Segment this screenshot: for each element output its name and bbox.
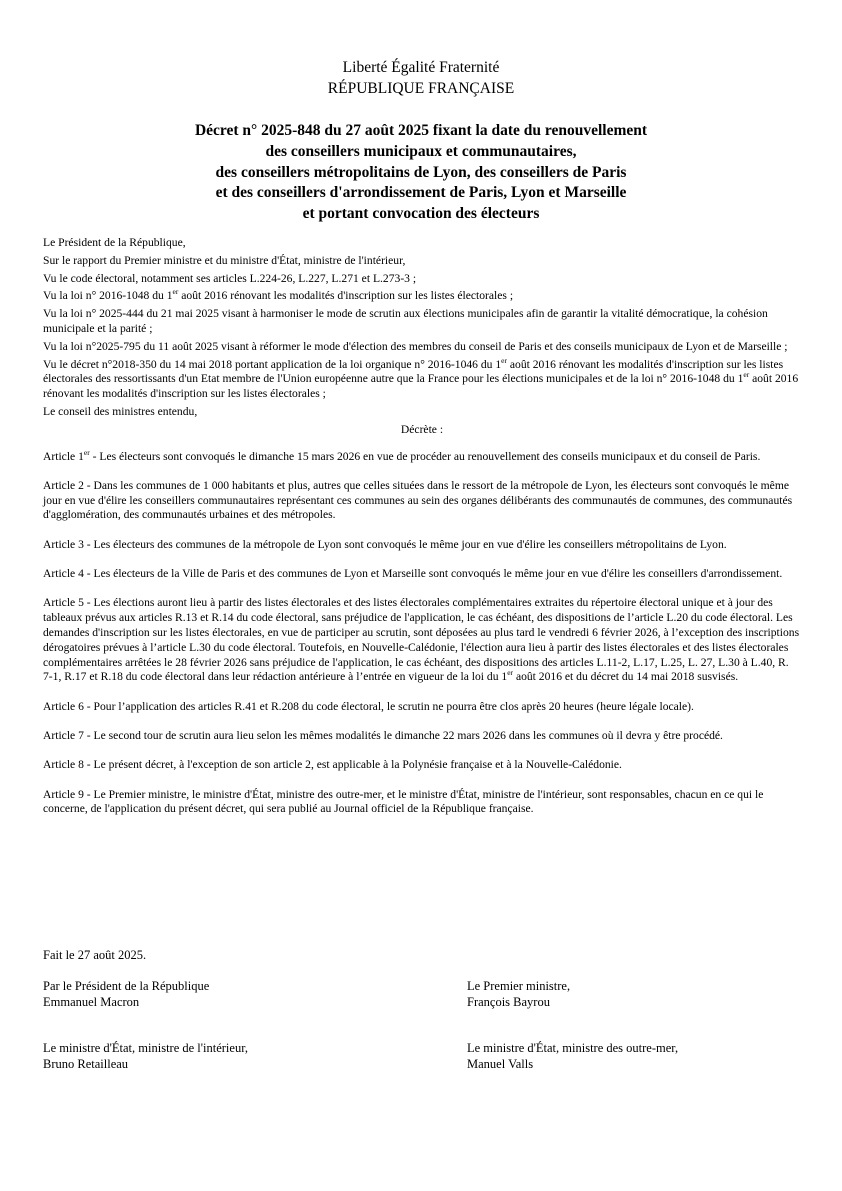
republic-motto: Liberté Égalité Fraternité <box>342 59 500 76</box>
text-segment: août 2016 et du décret du 14 mai 2018 susvisés. <box>513 670 739 684</box>
text-segment: août 2016 rénovant les modalités d'inscription sur les listes électorales des ressortissants d'un Etat membre de l'Union européenne autre que la France pour les élections municipales et de la loi n° 2016-1048 du 1 <box>43 357 784 386</box>
text-segment: Article 1 <box>43 449 84 463</box>
superscript: er <box>83 447 90 457</box>
article-3: Article 3 - Les électeurs des communes de la métropole de Lyon sont convoqués le même jour en vue d'élire les conseillers métropolitains de Lyon. <box>43 537 727 551</box>
title-line: et des conseillers d'arrondissement de Paris, Lyon et Marseille <box>215 184 627 202</box>
preamble-decret-2018 <box>43 355 801 402</box>
preamble-loi-2025-795: Vu la loi n°2025-795 du 11 août 2025 visant à réformer le mode d'élection des membres du conseil de Paris et des conseils municipaux de Lyon et de Marseille ; <box>43 339 788 353</box>
title-line: Décret n° 2025-848 du 27 août 2025 fixant la date du renouvellement <box>194 122 648 139</box>
superscript: er <box>743 370 750 380</box>
signature-role: Le ministre d'État, ministre de l'intérieur, <box>43 1041 248 1055</box>
text-segment: août 2016 rénovant les modalités d'inscription sur les listes électorales ; <box>178 289 514 303</box>
title-line: et portant convocation des électeurs <box>302 205 540 223</box>
text-segment: août 2016 rénovant les modalités d'inscription sur les listes électorales ; <box>43 372 799 401</box>
signature-name: Emmanuel Macron <box>43 995 140 1009</box>
text-segment: Vu le décret n°2018-350 du 14 mai 2018 portant application de la loi organique n° 2016-1046 du 1 <box>43 357 502 371</box>
signature-role: Le Premier ministre, <box>467 979 571 993</box>
decree-title <box>100 121 742 225</box>
article-6: Article 6 - Pour l’application des articles R.41 et R.208 du code électoral, le scrutin ne pourra être clos après 20 heures (heure légale locale). <box>43 699 694 713</box>
signature-name: François Bayrou <box>467 995 550 1009</box>
republic-name: RÉPUBLIQUE FRANÇAISE <box>327 80 515 97</box>
text-segment: Article 5 - Les élections auront lieu à partir des listes électorales et des listes électorales complémentaires extraites du répertoire électoral unique et à jour des tableaux prévus aux articles R.13 et R.14 du code électoral, sans préjudice de l'application, le cas échéant, des dispositions de l’article L.20 du code électoral. Les demandes d'inscription sur les listes électorales, en vue de participer au scrutin, sont déposées au plus tard le vendredi 6 février 2026, à l’exception des inscriptions dérogatoires prévues à l’article L.30 du code électoral. Toutefois, en Nouvelle-Calédonie, l'élection aura lieu à partir des listes électorales et des listes électorales complémentaires arrêtées le 28 février 2026 sans préjudice de l'application, le cas échéant, des dispositions des articles L.11-2, L.17, L.25, L. 27, L.30 à L.40, R. 7-1, R.17 et R.18 du code électoral dans leur rédaction antérieure à l’entrée en vigueur de la loi du 1 <box>43 596 800 684</box>
preamble-code: Vu le code électoral, notamment ses articles L.224-26, L.227, L.271 et L.273-3 ; <box>43 271 417 285</box>
article-1 <box>43 447 801 465</box>
superscript: er <box>507 668 514 678</box>
signature-ministre-outre-mer <box>467 1040 678 1072</box>
signature-premier-ministre <box>467 978 570 1010</box>
superscript: er <box>501 355 507 365</box>
article-5 <box>43 596 801 685</box>
signature-role: Le ministre d'État, ministre des outre-mer, <box>467 1041 679 1055</box>
title-line: des conseillers municipaux et communautaires, <box>265 142 577 160</box>
decree-body <box>43 236 801 832</box>
text-segment: Vu la loi n° 2016-1048 du 1 <box>43 289 173 303</box>
article-9: Article 9 - Le Premier ministre, le ministre d'État, ministre des outre-mer, et le ministre d'État, ministre de l'intérieur, sont responsables, chacun en ce qui le concerne, de l'application du présent décret, qui sera publié au Journal officiel de la République française. <box>43 787 764 816</box>
superscript: er <box>172 287 179 297</box>
decrete-heading: Décrète : <box>400 422 444 436</box>
article-8: Article 8 - Le présent décret, à l'exception de son article 2, est applicable à la Polynésie française et à la Nouvelle-Calédonie. <box>43 758 622 772</box>
signature-name: Bruno Retailleau <box>43 1057 129 1071</box>
preamble-loi-2016 <box>43 289 801 304</box>
signature-name: Manuel Valls <box>467 1057 534 1071</box>
preamble-conseil: Le conseil des ministres entendu, <box>43 404 198 418</box>
article-4: Article 4 - Les électeurs de la Ville de Paris et des communes de Lyon et Marseille sont convoqués le même jour en vue d'élire les conseillers d'arrondissement. <box>43 567 783 581</box>
preamble-rapport: Sur le rapport du Premier ministre et du ministre d'État, ministre de l'intérieur, <box>43 253 406 267</box>
article-7: Article 7 - Le second tour de scrutin aura lieu selon les mêmes modalités le dimanche 22 mars 2026 dans les communes où il devra y être procédé. <box>43 728 723 742</box>
article-2: Article 2 - Dans les communes de 1 000 habitants et plus, autres que celles situées dans le ressort de la métropole de Lyon, les électeurs sont convoqués le même jour en vue d'élire les conseillers communautaires représentant ces communes au sein des organes délibérants des communautés de communes, des communautés d'agglomération, des communautés urbaines et des métropoles. <box>43 478 793 522</box>
preamble-president: Le Président de la République, <box>43 236 186 249</box>
signature-ministre-interieur <box>43 1040 248 1072</box>
signature-role: Par le Président de la République <box>43 979 210 993</box>
text-segment: - Les électeurs sont convoqués le dimanche 15 mars 2026 en vue de procéder au renouvellement des conseils municipaux et du conseil de Paris. <box>89 449 761 463</box>
signature-president <box>43 978 209 1010</box>
title-line: des conseillers métropolitains de Lyon, des conseillers de Paris <box>215 163 627 181</box>
preamble-loi-2025-444: Vu la loi n° 2025-444 du 21 mai 2025 visant à harmoniser le mode de scrutin aux élections municipales afin de garantir la vitalité démocratique, la cohésion municipale et la parité ; <box>43 307 768 335</box>
fait-date: Fait le 27 août 2025. <box>43 948 147 962</box>
